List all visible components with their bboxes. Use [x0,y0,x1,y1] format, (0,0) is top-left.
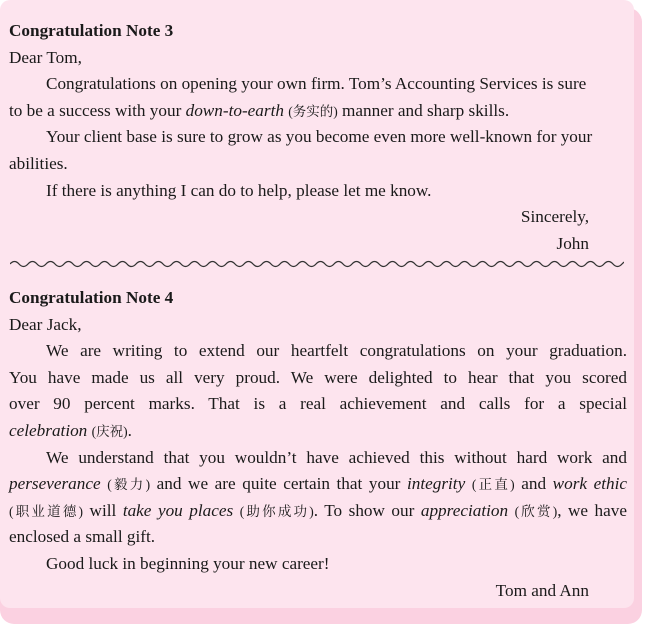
note-title: Congratulation Note 3 [9,21,174,40]
paragraph-line: over 90 percent marks. That is a real achievement and calls for a special [9,394,627,414]
salutation: Dear Jack, [9,314,82,334]
paragraph-line: If there is anything I can do to help, please let me know. [46,180,432,200]
chinese-gloss: (务实的) [288,103,338,119]
note-title: Congratulation Note 4 [9,288,174,307]
paragraph-line: abilities. [9,153,68,173]
signature: Tom and Ann [495,580,589,600]
paragraph-line: We understand that you wouldn’t have achieved this without hard work and [46,447,627,467]
chinese-gloss: (欣赏) [514,503,558,519]
paragraph-line: Congratulations on opening your own firm. Tom’s Accounting Services is sure [46,74,587,94]
chinese-gloss: (助你成功) [239,503,314,519]
paragraph-line: to be a success with your down-to-earth (务实的) manner and sharp skills. [9,100,510,120]
key-term: work ethic [552,474,628,494]
chinese-gloss: (正直) [471,477,515,493]
salutation: Dear Tom, [9,47,82,67]
key-term: down-to-earth [185,100,284,120]
wavy-divider [10,258,624,270]
chinese-gloss: (庆祝) [91,423,128,439]
paragraph-line: You have made us all very proud. We were delighted to hear that you scored [9,367,627,387]
paragraph-line: (职业道德) will take you places (助你成功). To show our appreciation (欣赏), we have [9,500,627,520]
paragraph-line: perseverance (毅力) and we are quite certain that your integrity (正直) and work ethic [9,474,628,494]
paragraph-line: celebration (庆祝). [9,420,132,440]
paragraph-line: Good luck in beginning your new career! [46,553,330,573]
chinese-gloss: (毅力) [107,477,151,493]
chinese-gloss: (职业道德) [9,503,84,519]
key-term: integrity [406,474,466,494]
closing: Sincerely, [520,207,589,227]
key-term: appreciation [420,500,509,520]
paragraph-line: enclosed a small gift. [9,527,156,547]
congratulation-note-4 [9,285,627,604]
paragraph-line: We are writing to extend our heartfelt congratulations on your graduation. [46,341,627,361]
congratulation-note-3 [9,18,627,257]
key-term: perseverance [9,474,101,494]
key-term: celebration [9,420,88,440]
key-term: take you places [122,500,234,520]
signature: John [556,233,589,253]
paragraph-line: Your client base is sure to grow as you become even more well-known for your [46,127,593,147]
